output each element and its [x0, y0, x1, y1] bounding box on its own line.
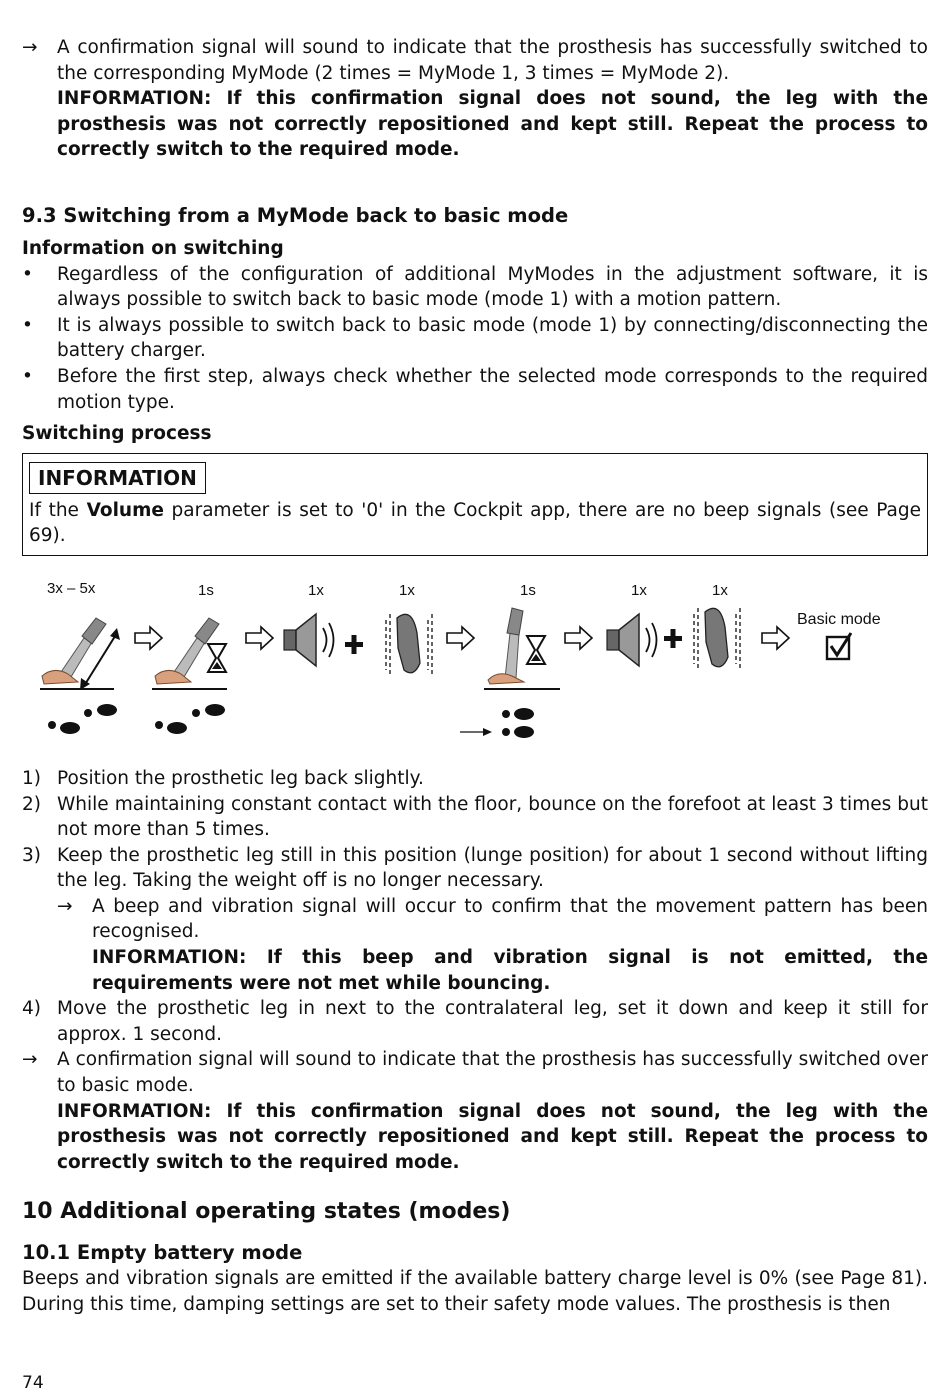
next-arrow-icon: [135, 627, 162, 649]
label-3x-5x: 3x – 5x: [47, 579, 96, 597]
hourglass-icon: [208, 644, 226, 672]
step-item: [22, 996, 928, 1047]
bullet-text: It is always possible to switch back to basic mode (mode 1) by connecting/disconnecting the battery charger.: [57, 314, 928, 362]
step-number: 4): [22, 998, 41, 1020]
step-3-result-info: INFORMATION: If this beep and vibration signal is not emitted, the requirements were not met while bouncing.: [92, 947, 928, 994]
bullet-item: [22, 313, 928, 364]
footprints-together-icon: [460, 708, 534, 738]
step-number: 2): [22, 793, 41, 815]
info-text-part: parameter is set to '0' in the Cockpit app, there are no beep signals (see Page 69).: [29, 499, 922, 547]
bullet-marker: •: [22, 314, 33, 336]
prosthetic-leg-icon: [484, 608, 560, 689]
prosthetic-leg-icon: [40, 618, 120, 690]
label-1x: 1x: [308, 581, 324, 599]
vibration-icon: [694, 608, 740, 668]
bullet-item: [22, 262, 928, 313]
arrow-marker: →: [57, 895, 73, 917]
volume-parameter: Volume: [86, 499, 164, 521]
step-item: [22, 766, 928, 792]
label-1x: 1x: [712, 581, 728, 599]
next-arrow-icon: [762, 627, 789, 649]
step-number: 3): [22, 844, 41, 866]
checkbox-checked-icon: [827, 633, 851, 659]
step-text: Keep the prosthetic leg still in this position (lunge position) for about 1 second without lifting the leg. Taking the weight off is no longer necessary.: [57, 844, 928, 892]
label-1s: 1s: [520, 581, 536, 599]
information-text: [29, 498, 921, 549]
step-text: While maintaining constant contact with the floor, bounce on the forefoot at least 3 times but not more than 5 times.: [57, 793, 928, 841]
information-box: [22, 453, 928, 556]
arrow-marker: →: [22, 1049, 38, 1071]
final-result-info: INFORMATION: If this confirmation signal does not sound, the leg with the prosthesis was not correctly repositioned and kept still. Repeat the process to correctly switch to the required mode.: [57, 1100, 928, 1173]
step-text: Position the prosthetic leg back slightly.: [57, 767, 424, 789]
next-arrow-icon: [565, 627, 592, 649]
intro-info: INFORMATION: If this confirmation signal does not sound, the leg with the prosthesis was not correctly repositioned and kept still. Repeat the process to correctly switch to the required mode.: [57, 88, 928, 161]
step-number: 1): [22, 767, 41, 789]
step-item: [22, 843, 928, 894]
empty-battery-text: Beeps and vibration signals are emitted if the available battery charge level is 0% (see Page 81). During this time, damping settings are set to their safety mode values. The prosthesis is then: [22, 1268, 928, 1315]
prosthetic-leg-icon: [152, 618, 227, 689]
step-text: Move the prosthetic leg in next to the contralateral leg, set it down and keep it still for approx. 1 second.: [57, 998, 928, 1045]
switching-process-heading: Switching process: [22, 423, 212, 445]
footprints-icon: [155, 704, 225, 734]
final-result-text: A confirmation signal will sound to indicate that the prosthesis has successfully switched over to basic mode.: [57, 1049, 928, 1097]
beep-speaker-icon: [284, 614, 334, 666]
info-switching-heading: Information on switching: [22, 237, 284, 259]
arrow-marker: →: [22, 37, 38, 58]
step-item: [22, 792, 928, 843]
bullet-marker: •: [22, 365, 33, 387]
next-arrow-icon: [447, 627, 474, 649]
step-3-result: [22, 894, 928, 996]
label-1s: 1s: [198, 581, 214, 599]
page-content: [22, 35, 928, 1318]
step-3-result-text: A beep and vibration signal will occur to confirm that the movement pattern has been recognised.: [92, 895, 928, 943]
final-result: [22, 1047, 928, 1175]
basic-mode-label: Basic mode: [797, 610, 881, 628]
hourglass-icon: [527, 636, 545, 664]
bullet-item: [22, 364, 928, 415]
information-label: INFORMATION: [29, 462, 206, 494]
label-1x: 1x: [631, 581, 647, 599]
footprints-icon: [48, 704, 117, 734]
bullet-text: Before the first step, always check whether the selected mode corresponds to the required motion type.: [57, 365, 928, 413]
beep-speaker-icon: [607, 614, 657, 666]
switching-sequence-figure: [22, 578, 928, 768]
vibration-icon: [386, 614, 432, 674]
next-arrow-icon: [246, 627, 273, 649]
info-text-part: If the: [29, 499, 87, 521]
intro-result: [22, 35, 928, 163]
bullet-text: Regardless of the configuration of additional MyModes in the adjustment software, it is always possible to switch back to basic mode (mode 1) with a motion pattern.: [57, 263, 928, 311]
section-title-9-3: 9.3 Switching from a MyMode back to basic mode: [22, 203, 569, 227]
page-number: 74: [22, 1373, 44, 1393]
label-1x: 1x: [399, 581, 415, 599]
bullet-marker: •: [22, 263, 33, 285]
section-title-10-1: 10.1 Empty battery mode: [22, 1241, 303, 1265]
intro-line: A confirmation signal will sound to indicate that the prosthesis has successfully switched to the corresponding MyMode (2 times = MyMode 1, 3 times = MyMode 2).: [57, 37, 928, 84]
plus-icon: [345, 635, 363, 654]
plus-icon: [664, 629, 682, 648]
section-title-10: 10 Additional operating states (modes): [22, 1199, 511, 1225]
